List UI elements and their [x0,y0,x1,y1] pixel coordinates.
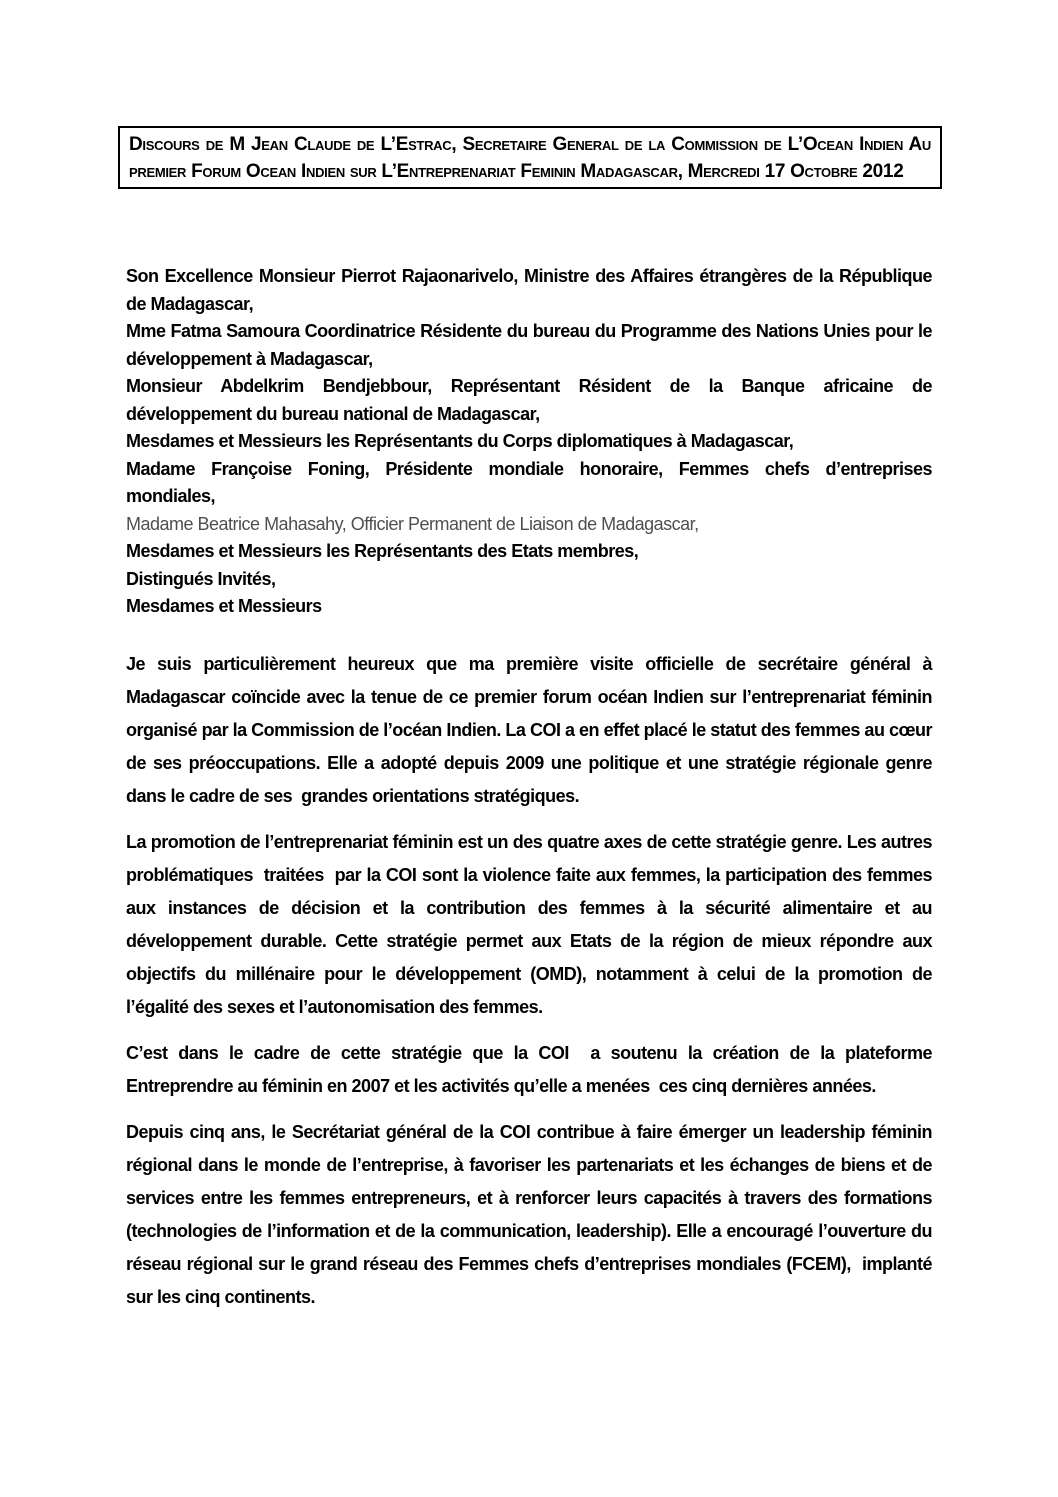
speech-body [126,648,932,1327]
salutation-block [126,263,932,621]
paragraph: Depuis cinq ans, le Secrétariat général de la COI contribue à faire émerger un leadership féminin régional dans le monde de l’entreprise, à favoriser les partenariats et les échanges de biens et de services entre les femmes entrepreneurs, et à renforcer leurs capacités à travers des formations (technologies de l’information et de la communication, leadership). Elle a encouragé l’ouverture du réseau régional sur le grand réseau des Femmes chefs d’entreprises mondiales (FCEM), implanté sur les cinq continents. [126,1122,932,1307]
salutation-line: Mesdames et Messieurs les Représentants des Etats membres, [126,541,639,561]
salutation-line: Madame Françoise Foning, Présidente mondiale honoraire, Femmes chefs d’entreprises mondiales, [126,458,932,506]
document-title: Discours de M Jean Claude de L’Estrac, Secretaire General de la Commission de L’Ocean Indien Au premier Forum Ocean Indien sur L’Entreprenariat Feminin Madagascar, Mercredi 17 Octobre 2012 [129,134,931,182]
salutation-line: Monsieur Abdelkrim Bendjebbour, Représentant Résident de la Banque africaine de développement du bureau national de Madagascar, [126,376,932,424]
title-box [118,126,942,189]
salutation-line-muted: Madame Beatrice Mahasahy, Officier Permanent de Liaison de Madagascar, [126,513,699,534]
salutation-line: Distingués Invités, [126,568,276,589]
salutation-line: Mesdames et Messieurs les Représentants du Corps diplomatiques à Madagascar, [126,431,794,451]
salutation-line: Mme Fatma Samoura Coordinatrice Résidente du bureau du Programme des Nations Unies pour le développement à Madagascar, [126,321,932,369]
paragraph: Je suis particulièrement heureux que ma première visite officielle de secrétaire général à Madagascar coïncide avec la tenue de ce premier forum océan Indien sur l’entreprenariat féminin organisé par la Commission de l’océan Indien. La COI a en effet placé le statut des femmes au cœur de ses préoccupations. Elle a adopté depuis 2009 une politique et une stratégie régionale genre dans le cadre de ses grandes orientations stratégiques. [126,654,932,806]
paragraph: La promotion de l’entreprenariat féminin est un des quatre axes de cette stratégie genre. Les autres problématiques traitées par la COI sont la violence faite aux femmes, la participation des femmes aux instances de décision et la contribution des femmes à la sécurité alimentaire et au développement durable. Cette stratégie permet aux Etats de la région de mieux répondre aux objectifs du millénaire pour le développement (OMD), notamment à celui de la promotion de l’égalité des sexes et l’autonomisation des femmes. [126,832,932,1017]
salutation-line: Son Excellence Monsieur Pierrot Rajaonarivelo, Ministre des Affaires étrangères de la République de Madagascar, [126,266,932,314]
paragraph: C’est dans le cadre de cette stratégie que la COI a soutenu la création de la plateforme Entreprendre au féminin en 2007 et les activités qu’elle a menées ces cinq dernières années. [126,1043,932,1096]
salutation-line: Mesdames et Messieurs [126,596,322,616]
